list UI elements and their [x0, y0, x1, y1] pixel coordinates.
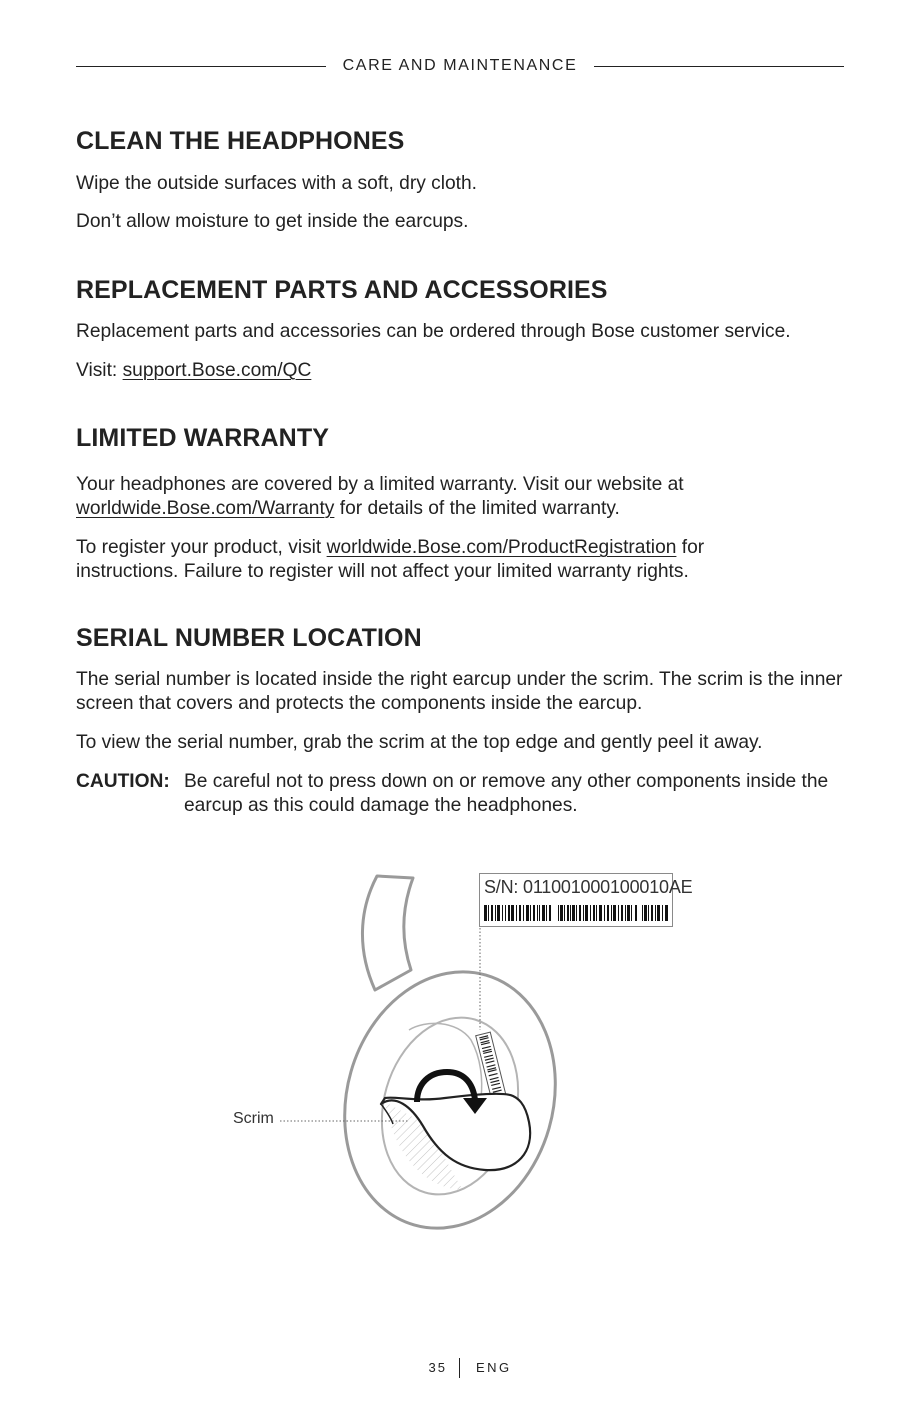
serial-paragraph-2: To view the serial number, grab the scrim at the top edge and gently peel it away.	[76, 732, 763, 753]
heading-clean-headphones: CLEAN THE HEADPHONES	[76, 127, 405, 155]
footer-divider	[459, 1358, 460, 1378]
caution-text: Be careful not to press down on or remove any other components inside the earcup as this could damage the headphones.	[184, 771, 829, 816]
warranty-link[interactable]: worldwide.Bose.com/Warranty	[76, 497, 335, 519]
parts-paragraph-1: Replacement parts and accessories can be ordered through Bose customer service.	[76, 321, 791, 342]
clean-paragraph-2: Don’t allow moisture to get inside the earcups.	[76, 211, 469, 232]
earcup-illustration	[225, 870, 693, 1240]
heading-serial-number: SERIAL NUMBER LOCATION	[76, 624, 422, 652]
page-footer	[0, 1358, 920, 1380]
serial-paragraph-1: The serial number is located inside the right earcup under the scrim. The scrim is the inner screen that covers and protects the components inside the earcup.	[76, 669, 843, 714]
warranty-text: Your headphones are covered by a limited warranty. Visit our website at	[76, 474, 684, 495]
language-code: ENG	[476, 1360, 512, 1375]
clean-paragraph-1: Wipe the outside surfaces with a soft, dry cloth.	[76, 173, 477, 194]
section-header	[76, 55, 844, 77]
header-rule-right	[594, 66, 844, 67]
register-prefix: To register your product, visit	[76, 537, 327, 558]
barcode-icon	[484, 905, 668, 921]
warranty-paragraph-2	[76, 536, 846, 583]
warranty-suffix: for details of the limited warranty.	[334, 497, 620, 519]
serial-number-label	[479, 873, 693, 927]
registration-link[interactable]: worldwide.Bose.com/ProductRegistration	[326, 537, 677, 558]
support-link[interactable]: support.Bose.com/QC	[122, 360, 312, 381]
page-number: 35	[428, 1360, 447, 1375]
heading-replacement-parts: REPLACEMENT PARTS AND ACCESSORIES	[76, 276, 608, 304]
header-title: CARE AND MAINTENANCE	[342, 57, 578, 74]
heading-limited-warranty: LIMITED WARRANTY	[76, 424, 329, 452]
register-line-2: instructions. Failure to register will not affect your limited warranty rights.	[76, 560, 689, 582]
caution-label: CAUTION:	[76, 771, 170, 792]
scrim-callout-label: Scrim	[233, 1110, 274, 1127]
visit-prefix: Visit:	[76, 360, 123, 381]
parts-visit-line	[76, 359, 846, 383]
warranty-paragraph-1	[76, 473, 846, 520]
serial-number-text: S/N: 011001000100010AE	[484, 877, 693, 897]
register-suffix: for	[676, 537, 705, 558]
